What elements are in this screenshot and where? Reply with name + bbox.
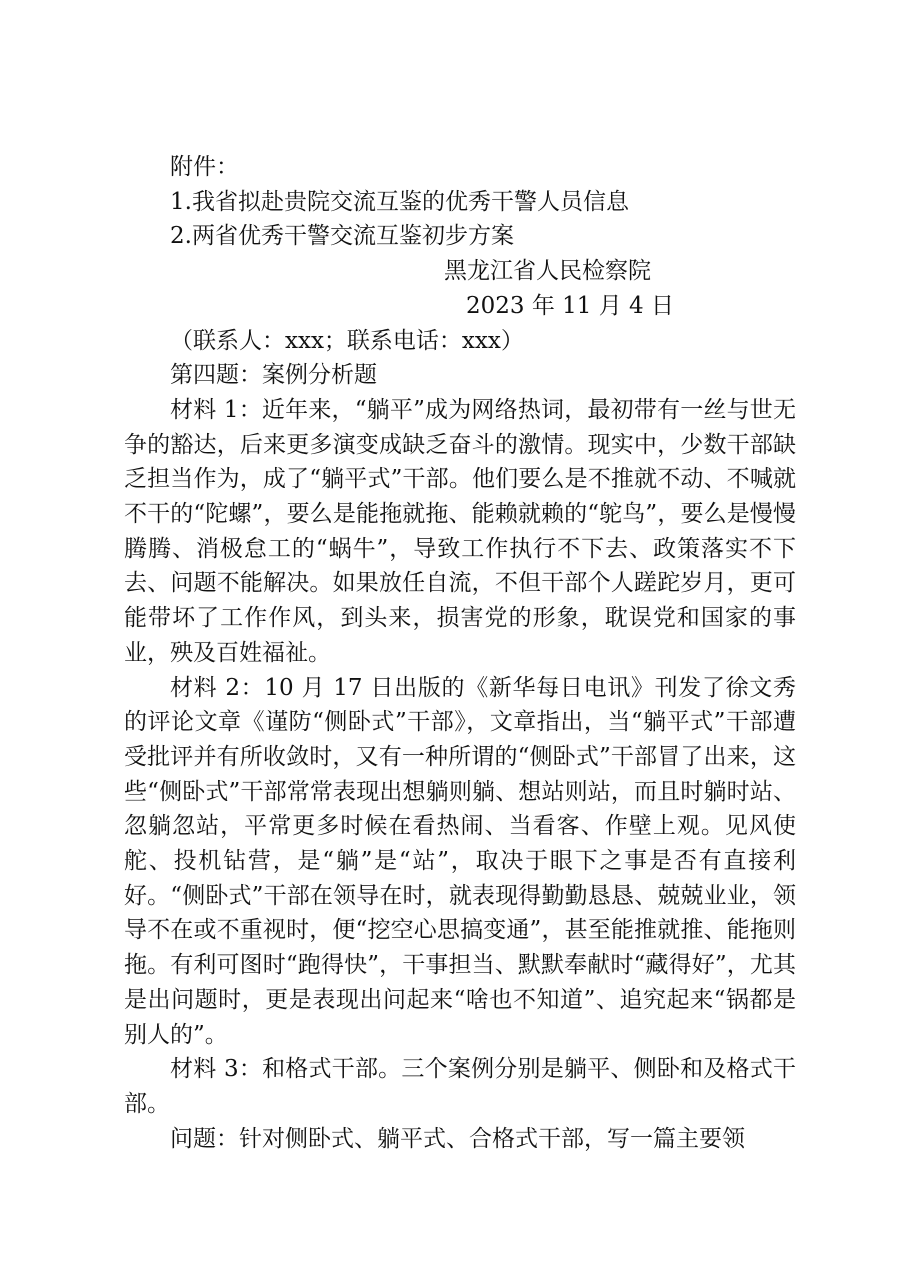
signature-date: 2023 年 11 月 4 日 (466, 292, 674, 319)
signature-organization: 黑龙江省人民检察院 (444, 258, 651, 285)
attachment-item-2: 2.两省优秀干警交流互鉴初步方案 (170, 223, 514, 250)
attachment-heading: 附件： (170, 154, 239, 180)
question-title: 第四题：案例分析题 (170, 362, 377, 389)
material-3: 材料 3：和格式干部。三个案例分别是躺平、侧卧和及格式干部。 (124, 1056, 796, 1117)
attachment-item-1: 1.我省拟赴贵院交流互鉴的优秀干警人员信息 (170, 188, 629, 215)
material-1: 材料 1：近年来，“躺平”成为网络热词，最初带有一丝与世无争的豁达，后来更多演变成缺乏奋斗的激情。现实中，少数干部缺乏担当作为，成了“躺平式”干部。他们要么是不推就不动、不喊就不干的“陀螺”，要么是能拖就拖、能赖就赖的“鸵鸟”，要么是慢慢腾腾、消极怠工的“蜗牛”，导致工作执行不下去、政策落实不下去、问题不能解决。如果放任自流，不但干部个人蹉跎岁月，更可能带坏了工作作风，到头来，损害党的形象，耽误党和国家的事业，殃及百姓福祉。 (124, 396, 796, 666)
question-text: 问题：针对侧卧式、躺平式、合格式干部，写一篇主要领 (170, 1125, 745, 1152)
document-body (124, 150, 796, 1156)
contact-info: （联系人：xxx；联系电话：xxx） (170, 327, 524, 354)
material-2: 材料 2：10 月 17 日出版的《新华每日电讯》刊发了徐文秀的评论文章《谨防“侧卧式”干部》，文章指出，当“躺平式”干部遭受批评并有所收敛时，又有一种所谓的“侧卧式”干部冒了出来，这些“侧卧式”干部常常表现出想躺则躺、想站则站，而且时躺时站、忽躺忽站，平常更多时候在看热闹、当看客、作壁上观。见风使舵、投机钻营，是“躺”是“站”，取决于眼下之事是否有直接利好。“侧卧式”干部在领导在时，就表现得勤勤恳恳、兢兢业业，领导不在或不重视时，便“挖空心思搞变通”，甚至能推就推、能拖则拖。有利可图时“跑得快”，干事担当、默默奉献时“藏得好”，尤其是出问题时，更是表现出问起来“啥也不知道”、追究起来“锅都是别人的”。 (124, 674, 796, 1048)
